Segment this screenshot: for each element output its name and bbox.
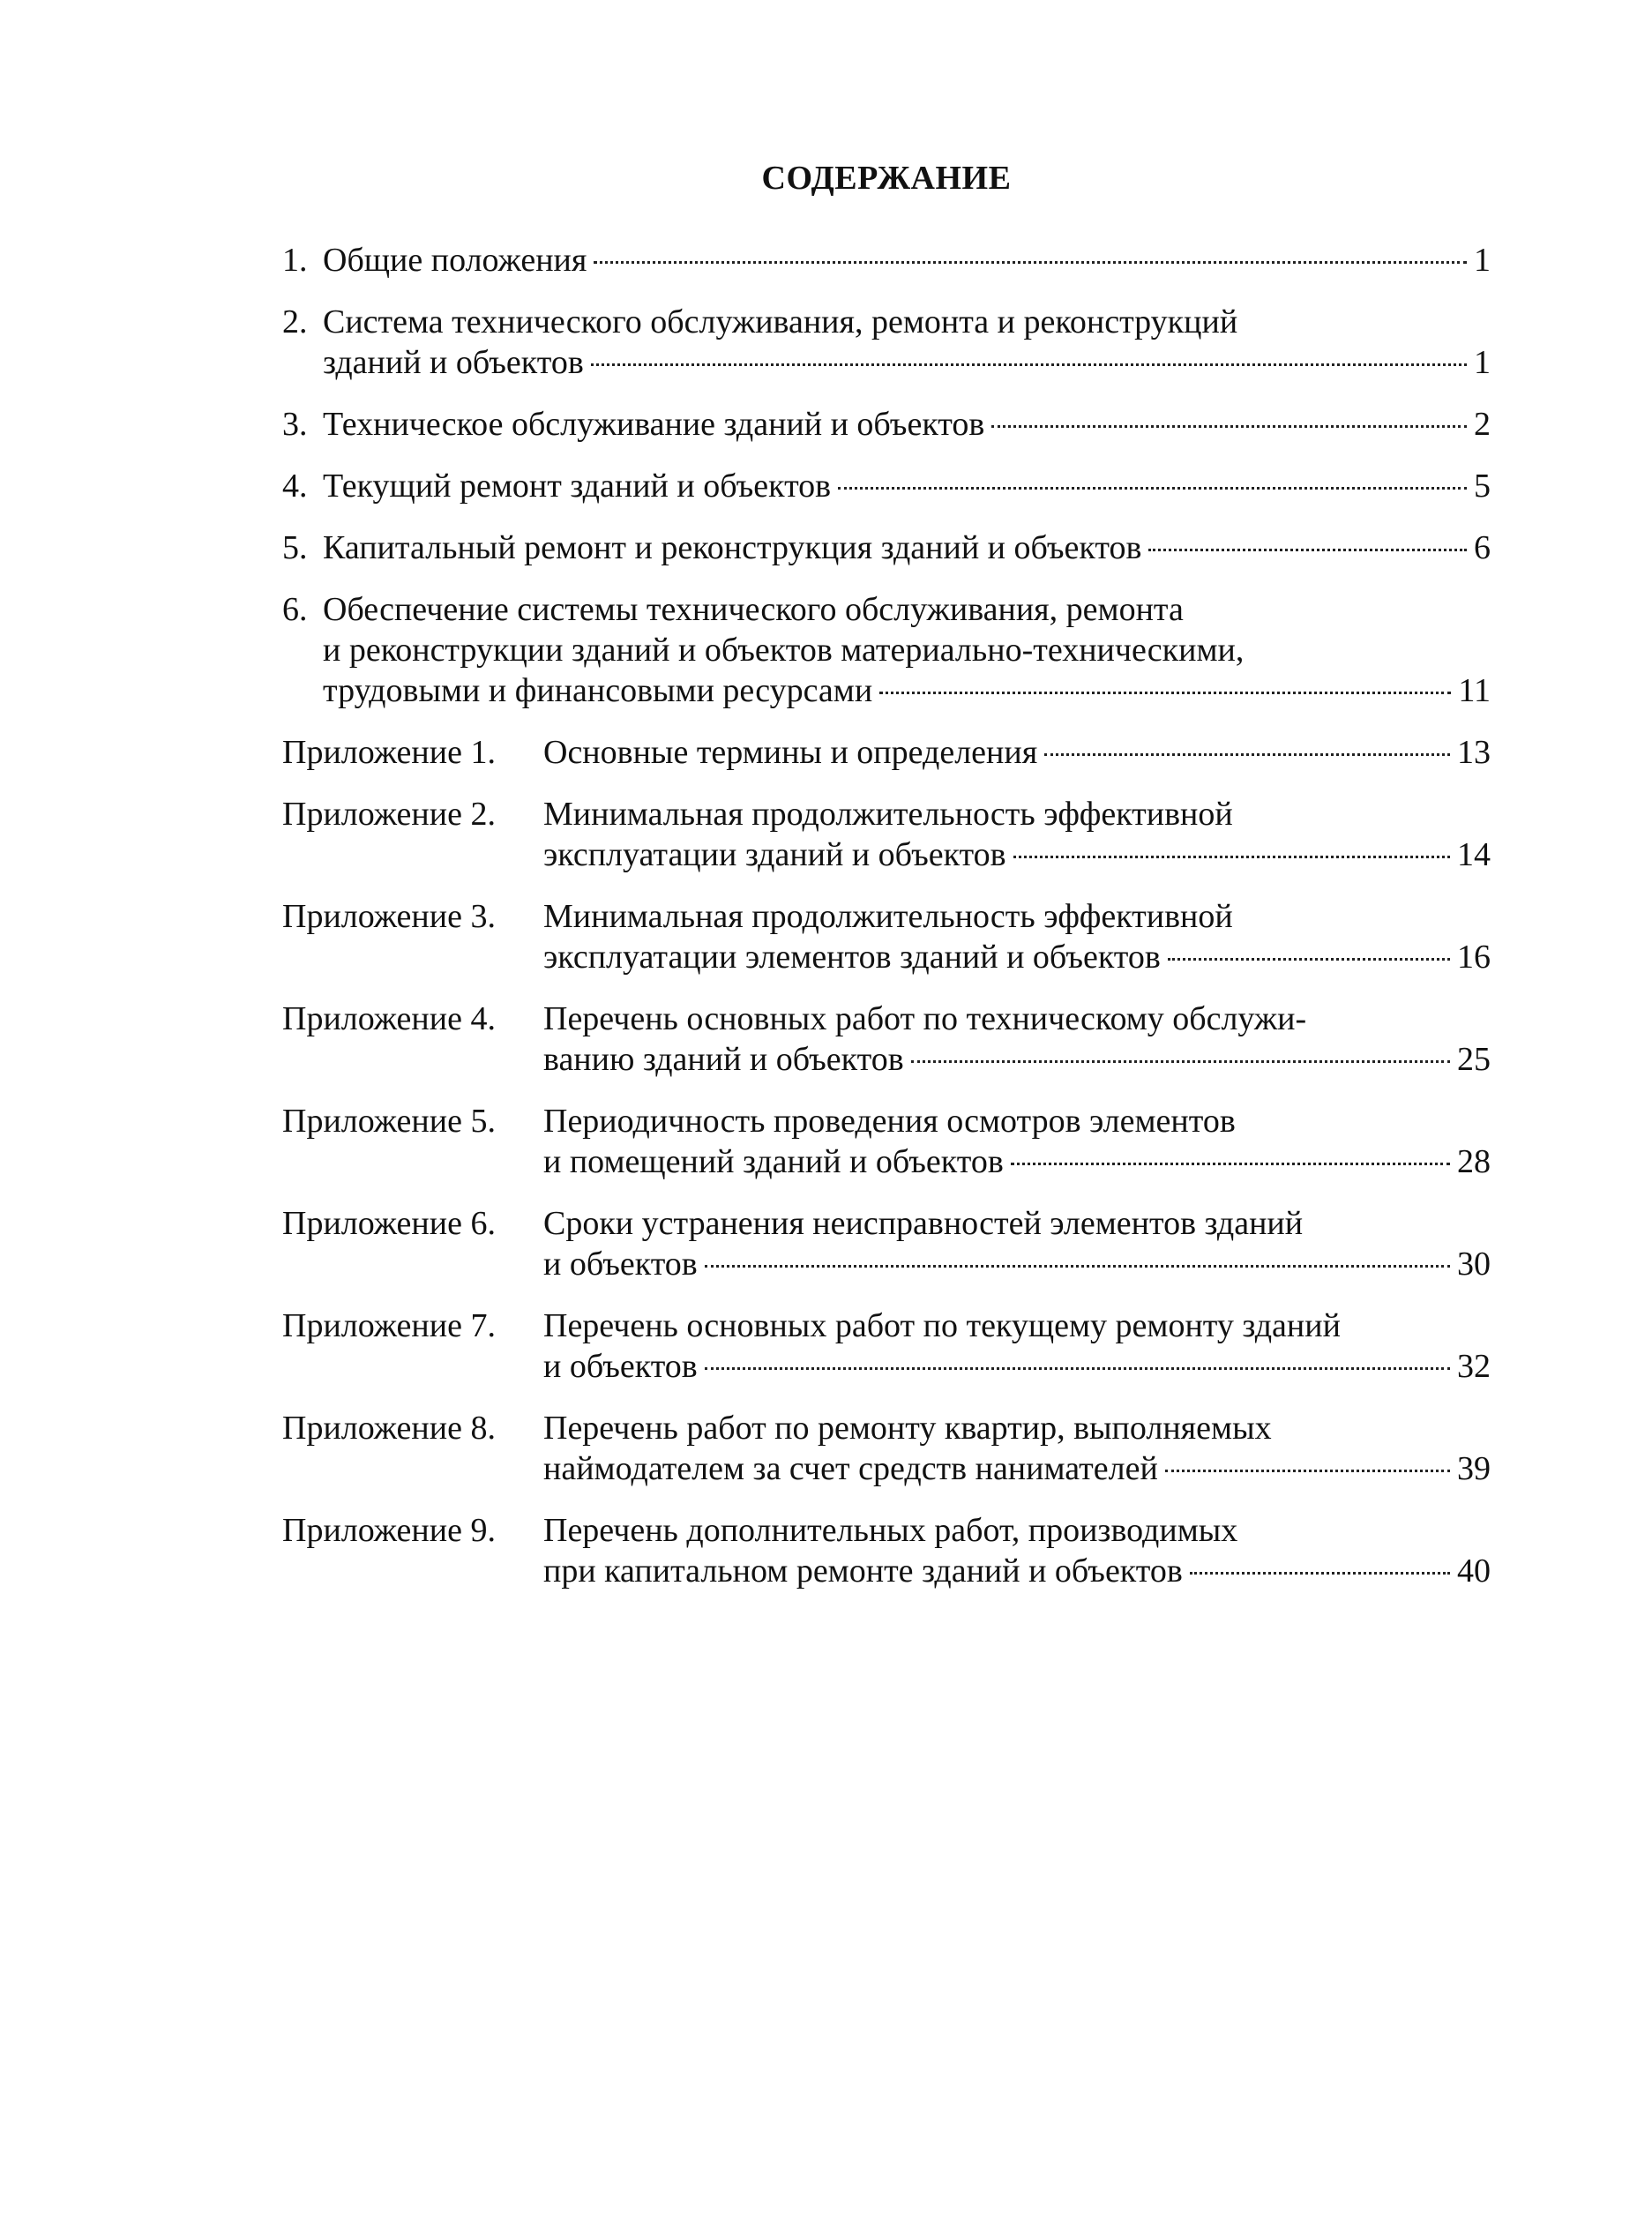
page-number: 39 <box>1457 1450 1491 1487</box>
appendix-number: Приложение 9. <box>282 1512 496 1549</box>
toc-appendix-entry[interactable] <box>282 794 1491 875</box>
entry-title-line: Минимальная продолжительность эффективной <box>543 898 1233 935</box>
entry-final-line <box>323 527 1491 568</box>
page-number: 25 <box>1457 1041 1491 1078</box>
appendix-number: Приложение 4. <box>282 1000 496 1037</box>
toc-page <box>282 159 1491 1612</box>
dot-leader <box>1148 549 1467 551</box>
section-number: 4. <box>282 468 308 505</box>
toc-appendix-entry[interactable] <box>282 1510 1491 1591</box>
entry-final-line <box>543 834 1491 875</box>
entry-title-block <box>323 404 1491 445</box>
toc-appendix-entry[interactable] <box>282 1203 1491 1284</box>
dot-leader <box>594 261 1467 264</box>
entry-title-line: Текущий ремонт зданий и объектов <box>323 468 832 505</box>
section-number: 6. <box>282 591 308 628</box>
section-number: 2. <box>282 303 308 340</box>
entry-title-line: Периодичность проведения осмотров элементов <box>543 1103 1236 1140</box>
entry-title-line: ванию зданий и объектов <box>543 1041 904 1078</box>
entry-title-line: и реконструкции зданий и объектов материально-техническими, <box>323 632 1245 669</box>
page-number: 5 <box>1474 468 1491 505</box>
entry-title-block <box>543 896 1491 977</box>
entry-title-block <box>543 1203 1491 1284</box>
page-number: 1 <box>1474 242 1491 279</box>
toc-section-entry[interactable] <box>282 466 1491 506</box>
dot-leader <box>1013 856 1450 858</box>
page-title: СОДЕРЖАНИЕ <box>761 160 1012 197</box>
entry-title-line: зданий и объектов <box>323 344 584 381</box>
entry-title-line: Перечень дополнительных работ, производимых <box>543 1512 1238 1549</box>
entry-title-line: Основные термины и определения <box>543 734 1038 771</box>
entry-title-block <box>543 794 1491 875</box>
page-number: 40 <box>1457 1552 1491 1590</box>
entry-title-line: Система технического обслуживания, ремонта и реконструкций <box>323 303 1238 340</box>
appendix-number: Приложение 7. <box>282 1307 496 1344</box>
entry-title-block <box>323 240 1491 281</box>
entry-title-line: и объектов <box>543 1348 698 1385</box>
toc-appendix-entry[interactable] <box>282 1306 1491 1387</box>
page-number: 28 <box>1457 1143 1491 1180</box>
entry-final-line <box>323 670 1491 711</box>
toc-section-entry[interactable] <box>282 404 1491 445</box>
appendix-number: Приложение 5. <box>282 1103 496 1140</box>
entry-title-block <box>543 1408 1491 1489</box>
page-number: 13 <box>1457 734 1491 771</box>
toc-section-entry[interactable] <box>282 527 1491 568</box>
entry-final-line <box>543 1448 1491 1489</box>
entry-final-line <box>543 937 1491 977</box>
entry-title-line: Общие положения <box>323 242 587 279</box>
entry-title-block <box>543 1510 1491 1591</box>
entry-title-block <box>543 732 1491 773</box>
entry-title-line: Минимальная продолжительность эффективной <box>543 796 1233 833</box>
entry-title-line: эксплуатации зданий и объектов <box>543 836 1006 873</box>
table-of-contents <box>282 240 1491 1591</box>
entry-title-line: Капитальный ремонт и реконструкция зданий и объектов <box>323 529 1142 566</box>
section-number: 5. <box>282 529 308 566</box>
entry-title-line: Перечень основных работ по текущему ремонту зданий <box>543 1307 1341 1344</box>
appendix-number: Приложение 1. <box>282 734 496 771</box>
dot-leader <box>705 1265 1450 1268</box>
toc-section-entry[interactable] <box>282 302 1491 383</box>
dot-leader <box>1190 1572 1450 1575</box>
dot-leader <box>591 363 1467 366</box>
entry-title-block <box>543 1101 1491 1182</box>
entry-title-line: Обеспечение системы технического обслуживания, ремонта <box>323 591 1184 628</box>
entry-title-line: при капитальном ремонте зданий и объектов <box>543 1552 1183 1590</box>
entry-title-line: Сроки устранения неисправностей элементов зданий <box>543 1205 1304 1242</box>
appendix-number: Приложение 8. <box>282 1410 496 1447</box>
entry-final-line <box>323 404 1491 445</box>
section-number: 1. <box>282 242 308 279</box>
entry-final-line <box>543 1346 1491 1387</box>
entry-final-line <box>543 1551 1491 1591</box>
toc-appendix-entry[interactable] <box>282 1408 1491 1489</box>
page-number: 6 <box>1474 529 1491 566</box>
toc-appendix-entry[interactable] <box>282 999 1491 1080</box>
dot-leader <box>1044 753 1450 756</box>
page-number: 30 <box>1457 1246 1491 1283</box>
entry-title-line: Перечень работ по ремонту квартир, выполняемых <box>543 1410 1272 1447</box>
page-number: 14 <box>1457 836 1491 873</box>
toc-appendix-entry[interactable] <box>282 896 1491 977</box>
page-number: 1 <box>1474 344 1491 381</box>
dot-leader <box>911 1060 1450 1063</box>
entry-final-line <box>543 1141 1491 1182</box>
toc-appendix-entry[interactable] <box>282 1101 1491 1182</box>
section-number: 3. <box>282 406 308 443</box>
dot-leader <box>1165 1470 1450 1472</box>
entry-title-line: Перечень основных работ по техническому обслужи- <box>543 1000 1307 1037</box>
entry-final-line <box>323 466 1491 506</box>
entry-title-block <box>323 589 1491 711</box>
entry-final-line <box>543 1244 1491 1284</box>
toc-section-entry[interactable] <box>282 240 1491 281</box>
appendix-number: Приложение 2. <box>282 796 496 833</box>
appendix-number: Приложение 3. <box>282 898 496 935</box>
entry-final-line <box>323 342 1491 383</box>
entry-title-line: трудовыми и финансовыми ресурсами <box>323 672 873 709</box>
page-number: 2 <box>1474 406 1491 443</box>
entry-final-line <box>323 240 1491 281</box>
dot-leader <box>991 425 1467 428</box>
dot-leader <box>705 1367 1450 1370</box>
dot-leader <box>1011 1163 1450 1165</box>
entry-title-block <box>323 466 1491 506</box>
entry-title-line: и помещений зданий и объектов <box>543 1143 1004 1180</box>
page-number: 32 <box>1457 1348 1491 1385</box>
appendix-number: Приложение 6. <box>282 1205 496 1242</box>
entry-title-block <box>323 302 1491 383</box>
page-number: 11 <box>1458 672 1491 709</box>
entry-title-block <box>323 527 1491 568</box>
dot-leader <box>838 487 1467 490</box>
entry-title-line: Техническое обслуживание зданий и объектов <box>323 406 985 443</box>
dot-leader <box>879 692 1451 694</box>
dot-leader <box>1168 958 1450 961</box>
toc-section-entry[interactable] <box>282 589 1491 711</box>
entry-final-line <box>543 1039 1491 1080</box>
toc-appendix-entry[interactable] <box>282 732 1491 773</box>
entry-title-line: эксплуатации элементов зданий и объектов <box>543 939 1161 976</box>
entry-title-line: и объектов <box>543 1246 698 1283</box>
entry-title-block <box>543 999 1491 1080</box>
entry-title-line: наймодателем за счет средств нанимателей <box>543 1450 1158 1487</box>
entry-final-line <box>543 732 1491 773</box>
page-number: 16 <box>1457 939 1491 976</box>
entry-title-block <box>543 1306 1491 1387</box>
